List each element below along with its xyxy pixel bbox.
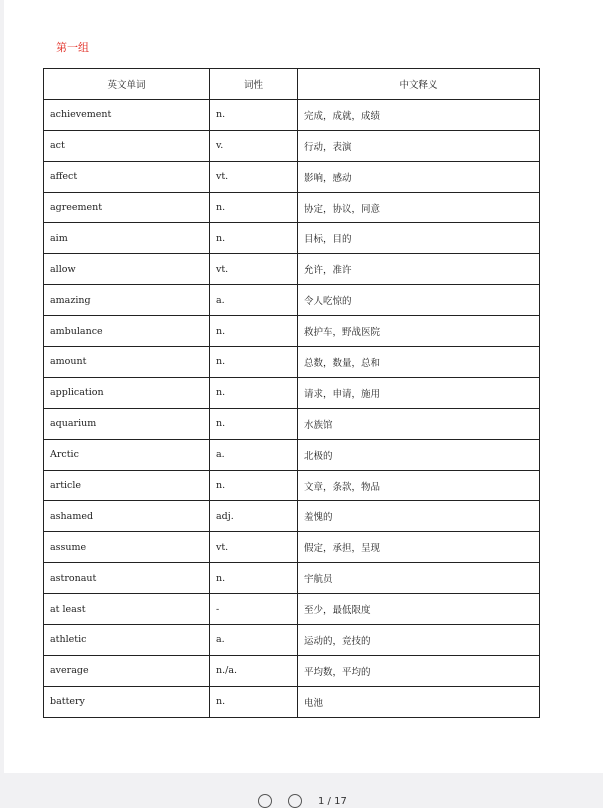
chinese-meaning-cell: 平均数，平均的 xyxy=(298,655,540,686)
chinese-meaning-cell: 令人吃惊的 xyxy=(298,285,540,316)
table-row xyxy=(44,192,540,223)
english-word-cell: affect xyxy=(44,161,210,192)
table-row xyxy=(44,254,540,285)
part-of-speech-cell: a. xyxy=(210,285,298,316)
chinese-meaning-cell: 允许，准许 xyxy=(298,254,540,285)
table-row xyxy=(44,161,540,192)
part-of-speech-cell: vt. xyxy=(210,532,298,563)
part-of-speech-cell: n. xyxy=(210,347,298,378)
english-word-cell: amount xyxy=(44,347,210,378)
table-row xyxy=(44,377,540,408)
part-of-speech-cell: vt. xyxy=(210,161,298,192)
chinese-meaning-cell: 影响，感动 xyxy=(298,161,540,192)
english-word-cell: athletic xyxy=(44,625,210,656)
vocabulary-table xyxy=(43,68,540,718)
table-row xyxy=(44,285,540,316)
chinese-meaning-cell: 目标，目的 xyxy=(298,223,540,254)
table-row xyxy=(44,686,540,717)
part-of-speech-cell: n. xyxy=(210,686,298,717)
chinese-meaning-cell: 请求，申请，施用 xyxy=(298,377,540,408)
part-of-speech-cell: n./a. xyxy=(210,655,298,686)
table-row xyxy=(44,532,540,563)
table-header-row xyxy=(44,69,540,100)
part-of-speech-cell: a. xyxy=(210,625,298,656)
english-word-cell: battery xyxy=(44,686,210,717)
header-part-of-speech: 词性 xyxy=(210,69,298,100)
chinese-meaning-cell: 羞愧的 xyxy=(298,501,540,532)
english-word-cell: ambulance xyxy=(44,316,210,347)
english-word-cell: astronaut xyxy=(44,563,210,594)
group-title: 第一组 xyxy=(56,41,89,54)
chinese-meaning-cell: 总数，数量，总和 xyxy=(298,347,540,378)
table-row xyxy=(44,563,540,594)
english-word-cell: application xyxy=(44,377,210,408)
chinese-meaning-cell: 北极的 xyxy=(298,439,540,470)
part-of-speech-cell: n. xyxy=(210,192,298,223)
part-of-speech-cell: n. xyxy=(210,377,298,408)
part-of-speech-cell: n. xyxy=(210,470,298,501)
chinese-meaning-cell: 文章，条款，物品 xyxy=(298,470,540,501)
part-of-speech-cell: n. xyxy=(210,223,298,254)
chinese-meaning-cell: 假定，承担，呈现 xyxy=(298,532,540,563)
english-word-cell: amazing xyxy=(44,285,210,316)
table-row xyxy=(44,625,540,656)
table-row xyxy=(44,655,540,686)
table-row xyxy=(44,408,540,439)
part-of-speech-cell: vt. xyxy=(210,254,298,285)
chinese-meaning-cell: 完成，成就，成绩 xyxy=(298,99,540,130)
header-chinese-meaning: 中文释义 xyxy=(298,69,540,100)
chinese-meaning-cell: 水族馆 xyxy=(298,408,540,439)
chinese-meaning-cell: 至少，最低限度 xyxy=(298,594,540,625)
table-row xyxy=(44,439,540,470)
chinese-meaning-cell: 宇航员 xyxy=(298,563,540,594)
english-word-cell: aquarium xyxy=(44,408,210,439)
english-word-cell: agreement xyxy=(44,192,210,223)
table-row xyxy=(44,316,540,347)
english-word-cell: act xyxy=(44,130,210,161)
table-row xyxy=(44,347,540,378)
part-of-speech-cell: n. xyxy=(210,563,298,594)
chinese-meaning-cell: 电池 xyxy=(298,686,540,717)
part-of-speech-cell: n. xyxy=(210,316,298,347)
part-of-speech-cell: v. xyxy=(210,130,298,161)
table-row xyxy=(44,99,540,130)
english-word-cell: achievement xyxy=(44,99,210,130)
chinese-meaning-cell: 协定，协议，同意 xyxy=(298,192,540,223)
english-word-cell: ashamed xyxy=(44,501,210,532)
chinese-meaning-cell: 行动，表演 xyxy=(298,130,540,161)
english-word-cell: average xyxy=(44,655,210,686)
chinese-meaning-cell: 救护车，野战医院 xyxy=(298,316,540,347)
english-word-cell: article xyxy=(44,470,210,501)
english-word-cell: allow xyxy=(44,254,210,285)
header-english-word: 英文单词 xyxy=(44,69,210,100)
table-row xyxy=(44,594,540,625)
part-of-speech-cell: adj. xyxy=(210,501,298,532)
page-indicator: 1 / 17 xyxy=(318,795,347,807)
zoom-in-button[interactable] xyxy=(288,794,302,808)
table-row xyxy=(44,130,540,161)
english-word-cell: Arctic xyxy=(44,439,210,470)
zoom-out-button[interactable] xyxy=(258,794,272,808)
english-word-cell: assume xyxy=(44,532,210,563)
table-row xyxy=(44,470,540,501)
english-word-cell: at least xyxy=(44,594,210,625)
table-row xyxy=(44,223,540,254)
page-navigator xyxy=(258,794,347,808)
table-row xyxy=(44,501,540,532)
english-word-cell: aim xyxy=(44,223,210,254)
part-of-speech-cell: n. xyxy=(210,99,298,130)
part-of-speech-cell: - xyxy=(210,594,298,625)
part-of-speech-cell: a. xyxy=(210,439,298,470)
chinese-meaning-cell: 运动的，竞技的 xyxy=(298,625,540,656)
part-of-speech-cell: n. xyxy=(210,408,298,439)
